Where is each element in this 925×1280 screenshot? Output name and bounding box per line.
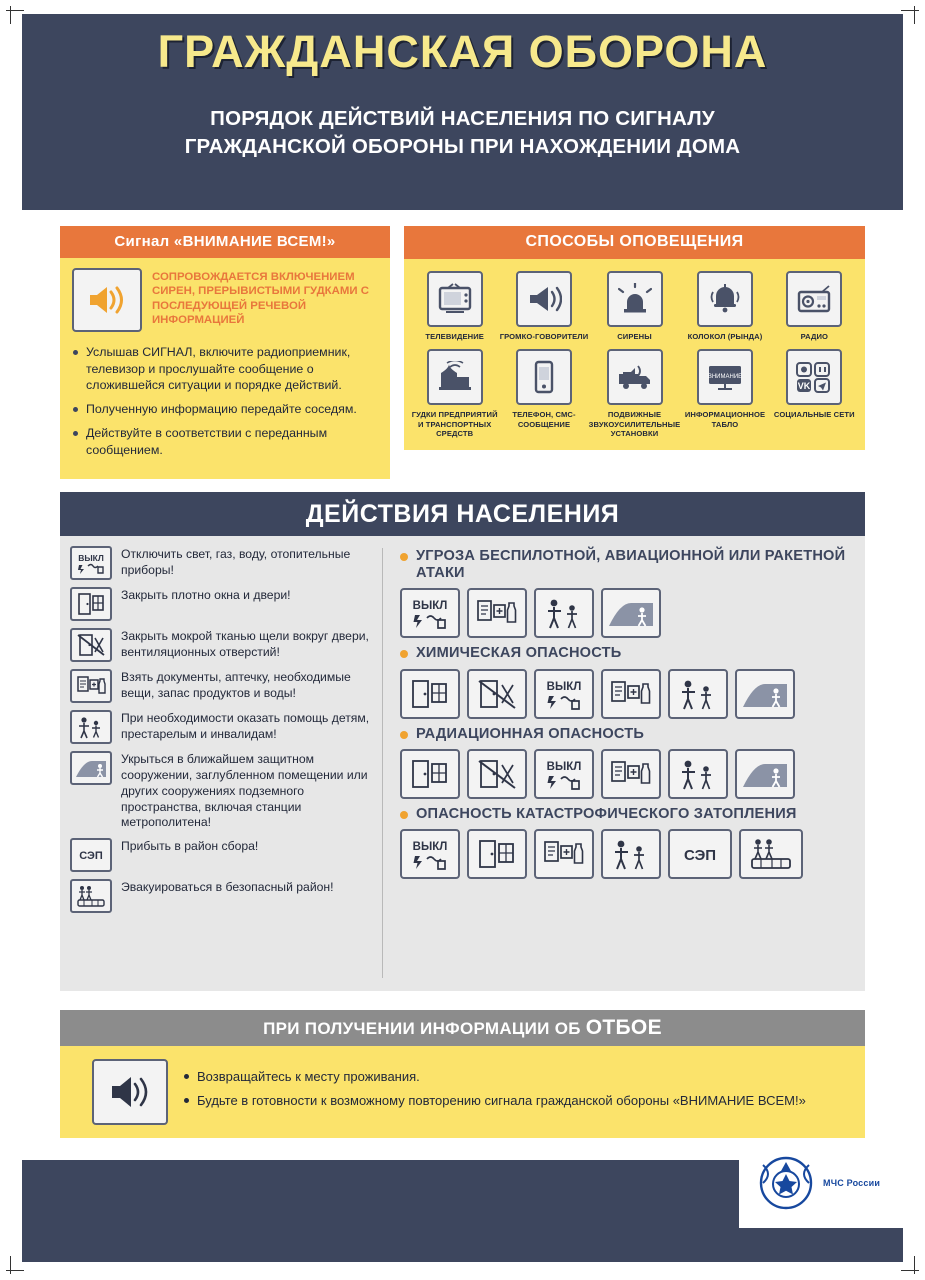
poster-header [22, 14, 903, 210]
actions-section [60, 536, 865, 991]
action-text: Закрыть плотно окна и двери! [121, 588, 291, 602]
speaker-icon [92, 1059, 168, 1125]
method-label: СОЦИАЛЬНЫЕ СЕТИ [773, 410, 855, 420]
radio-icon [786, 271, 842, 327]
notification-methods-panel [404, 226, 865, 450]
list-item [70, 546, 370, 580]
list-item: Будьте в готовности к возможному повторению сигнала гражданской обороны «ВНИМАНИЕ ВСЕМ!» [182, 1092, 806, 1110]
actions-list [70, 546, 370, 920]
power-off-icon [400, 588, 460, 638]
methods-panel-title: СПОСОБЫ ОПОВЕЩЕНИЯ [404, 226, 865, 259]
loudspeaker-icon [72, 268, 142, 332]
threat-block [400, 645, 855, 718]
crop-mark [10, 1256, 11, 1274]
list-item: Полученную информацию передайте соседям. [72, 401, 378, 418]
list-item [70, 587, 370, 621]
threat-title: РАДИАЦИОННАЯ ОПАСНОСТЬ [400, 726, 855, 743]
assembly-point-icon [70, 838, 112, 872]
allclear-title-emphasis: ОТБОЕ [585, 1016, 662, 1039]
evacuation-bus-icon [70, 879, 112, 913]
action-text: При необходимости оказать помощь детям, престарелым и инвалидам! [121, 711, 370, 741]
threat-block [400, 806, 855, 879]
svg-text:ВЫКЛ: ВЫКЛ [412, 841, 448, 854]
shelter-icon [735, 749, 795, 799]
subtitle-line-1: ПОРЯДОК ДЕЙСТВИЙ НАСЕЛЕНИЯ ПО СИГНАЛУ [210, 107, 715, 131]
shelter-icon [735, 669, 795, 719]
method-item [770, 349, 859, 438]
crop-mark [10, 6, 11, 24]
page-title: ГРАЖДАНСКАЯ ОБОРОНА [157, 26, 768, 77]
method-label: ТЕЛЕФОН, СМС-СООБЩЕНИЕ [512, 410, 576, 429]
power-off-icon [70, 546, 112, 580]
documents-kit-water-icon [534, 829, 594, 879]
bell-icon [697, 271, 753, 327]
signal-note: СОПРОВОЖДАЕТСЯ ВКЛЮЧЕНИЕМ СИРЕН, ПРЕРЫВИСТЫМИ ГУДКАМИ С ПОСЛЕДУЮЩЕЙ РЕЧЕВОЙ ИНФОРМАЦИЕЙ [152, 271, 369, 327]
crop-mark [914, 6, 915, 24]
method-label: ТЕЛЕВИДЕНИЕ [425, 332, 484, 341]
list-item: Возвращайтесь к месту проживания. [182, 1068, 806, 1086]
documents-kit-water-icon [601, 669, 661, 719]
list-item [70, 838, 370, 872]
seal-gaps-icon [467, 749, 527, 799]
method-item [589, 271, 681, 341]
svg-text:ВЫКЛ: ВЫКЛ [78, 553, 104, 563]
help-people-icon [668, 749, 728, 799]
method-label: СИРЕНЫ [617, 332, 652, 341]
method-item [410, 349, 499, 438]
close-windows-doors-icon [400, 749, 460, 799]
help-people-icon [70, 710, 112, 744]
allclear-section-title [60, 1010, 865, 1046]
method-item [499, 349, 588, 438]
threat-list [400, 548, 855, 886]
help-people-icon [668, 669, 728, 719]
action-text: Укрыться в ближайшем защитном сооружении, заглубленном помещении или других сооружениях подземного пространства, включая станции метрополитена! [121, 752, 368, 830]
list-item: Услышав СИГНАЛ, включите радиоприемник, телевизор и прослушайте сообщение о сложившейся ситуации и порядке действий. [72, 344, 378, 394]
svg-text:ВЫКЛ: ВЫКЛ [546, 760, 582, 773]
threat-block [400, 548, 855, 638]
crop-mark [901, 10, 919, 11]
power-off-icon [400, 829, 460, 879]
list-item [70, 669, 370, 703]
divider [382, 548, 383, 978]
seal-gaps-icon [70, 628, 112, 662]
seal-gaps-icon [467, 669, 527, 719]
method-item [770, 271, 859, 341]
method-label: ГРОМКО-ГОВОРИТЕЛИ [499, 332, 589, 341]
action-text: Эвакуироваться в безопасный район! [121, 880, 334, 895]
svg-text:VK: VK [798, 381, 811, 392]
crop-mark [6, 10, 24, 11]
poster [22, 14, 903, 1262]
threat-block [400, 726, 855, 799]
svg-text:СЭП: СЭП [79, 850, 103, 863]
method-item [410, 271, 499, 341]
factory-horn-icon [427, 349, 483, 405]
evacuation-bus-icon [739, 829, 803, 879]
method-label: КОЛОКОЛ (РЫНДА) [687, 332, 763, 341]
social-networks-icon [786, 349, 842, 405]
method-label: ПОДВИЖНЫЕ ЗВУКОУСИЛИТЕЛЬНЫЕ УСТАНОВКИ [588, 410, 681, 438]
signal-panel-title: Сигнал «ВНИМАНИЕ ВСЕМ!» [60, 226, 390, 258]
svg-text:СЭП: СЭП [683, 847, 717, 865]
close-windows-doors-icon [400, 669, 460, 719]
list-item [70, 751, 370, 831]
method-item [499, 271, 588, 341]
subtitle-line-2: ГРАЖДАНСКОЙ ОБОРОНЫ ПРИ НАХОЖДЕНИИ ДОМА [184, 134, 741, 158]
threat-icons [400, 749, 855, 799]
mobile-phone-icon [516, 349, 572, 405]
tv-icon [427, 271, 483, 327]
signal-instructions [72, 344, 378, 458]
crop-mark [6, 1270, 24, 1271]
help-people-icon [534, 588, 594, 638]
threat-icons [400, 669, 855, 719]
poster-footer [22, 1160, 903, 1262]
threat-title: ОПАСНОСТЬ КАТАСТРОФИЧЕСКОГО ЗАТОПЛЕНИЯ [400, 806, 855, 823]
list-item [70, 628, 370, 662]
svg-text:ВНИМАНИЕ: ВНИМАНИЕ [707, 374, 743, 381]
list-item [70, 879, 370, 913]
emercom-logo-icon [757, 1154, 815, 1212]
allclear-title-prefix: ПРИ ПОЛУЧЕНИИ ИНФОРМАЦИИ ОБ [263, 1019, 586, 1038]
method-label: ГУДКИ ПРЕДПРИЯТИЙ И ТРАНСПОРТНЫХ СРЕДСТВ [411, 410, 498, 438]
allclear-section [60, 1046, 865, 1138]
method-label: РАДИО [800, 332, 829, 341]
documents-kit-water-icon [467, 588, 527, 638]
svg-text:ВЫКЛ: ВЫКЛ [412, 600, 448, 613]
page-subtitle [22, 105, 903, 160]
close-windows-doors-icon [467, 829, 527, 879]
power-off-icon [534, 669, 594, 719]
shelter-icon [70, 751, 112, 785]
action-text: Прибыть в район сбора! [121, 839, 259, 854]
loudspeaker-icon [516, 271, 572, 327]
crop-mark [914, 1256, 915, 1274]
shelter-icon [601, 588, 661, 638]
svg-text:ВЫКЛ: ВЫКЛ [546, 680, 582, 693]
information-board-icon [697, 349, 753, 405]
method-item [680, 349, 769, 438]
method-item [589, 349, 681, 438]
siren-icon [607, 271, 663, 327]
mobile-pa-vehicle-icon [607, 349, 663, 405]
allclear-instructions [182, 1068, 806, 1115]
emercom-logo-plate [739, 1138, 903, 1228]
list-item [70, 710, 370, 744]
list-item: Действуйте в соответствии с переданным сообщением. [72, 425, 378, 458]
action-text: Отключить свет, газ, воду, отопительные приборы! [121, 547, 351, 577]
close-windows-doors-icon [70, 587, 112, 621]
action-text: Закрыть мокрой тканью щели вокруг двери, вентиляционных отверстий! [121, 629, 369, 659]
threat-title: УГРОЗА БЕСПИЛОТНОЙ, АВИАЦИОННОЙ ИЛИ РАКЕТНОЙ АТАКИ [400, 548, 855, 582]
documents-kit-water-icon [601, 749, 661, 799]
method-label: ИНФОРМАЦИОННОЕ ТАБЛО [684, 410, 766, 429]
assembly-point-icon [668, 829, 732, 879]
threat-icons [400, 588, 855, 638]
signal-panel [60, 226, 390, 479]
help-people-icon [601, 829, 661, 879]
threat-title: ХИМИЧЕСКАЯ ОПАСНОСТЬ [400, 645, 855, 662]
method-item [680, 271, 769, 341]
documents-kit-water-icon [70, 669, 112, 703]
power-off-icon [534, 749, 594, 799]
crop-mark [901, 1270, 919, 1271]
action-text: Взять документы, аптечку, необходимые вещи, запас продуктов и воды! [121, 670, 351, 700]
methods-grid [404, 259, 865, 450]
threat-icons [400, 829, 855, 879]
emercom-logo-label: МЧС России [823, 1178, 881, 1188]
actions-section-title: ДЕЙСТВИЯ НАСЕЛЕНИЯ [60, 492, 865, 536]
